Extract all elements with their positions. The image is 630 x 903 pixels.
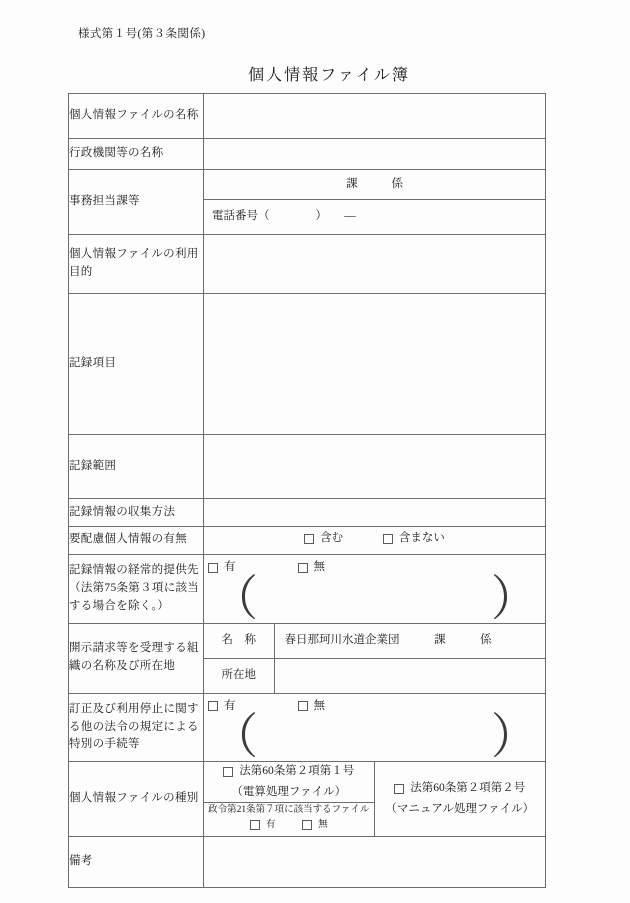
checkbox-ordinance-no[interactable]: [302, 818, 328, 833]
label-disclosure-org: 開示請求等を受理する組織の名称及び所在地: [69, 623, 204, 693]
table-row-record-items: [69, 294, 546, 435]
table-row-routine-provision: [69, 554, 546, 623]
checkbox-file-type-computer[interactable]: [223, 763, 354, 781]
label-remarks: 備考: [69, 837, 204, 888]
file-type-subtable: [204, 762, 545, 836]
form-number: 様式第１号(第３条関係): [78, 28, 206, 40]
checkbox-option-no[interactable]: [298, 559, 326, 577]
option-label-include: 含む: [320, 532, 344, 544]
ordinance-note: 政令第21条第７項に該当するファイル: [208, 805, 370, 816]
value-record-scope[interactable]: [204, 435, 546, 499]
label-file-name: 個人情報ファイルの名称: [69, 94, 204, 139]
file-type-manual-line2: （マニュアル処理ファイル）: [385, 802, 535, 815]
value-org-address[interactable]: [274, 658, 545, 693]
section-subtable: [204, 170, 545, 234]
checkbox-icon[interactable]: [298, 701, 308, 711]
value-file-name[interactable]: [204, 94, 546, 139]
table-row-sensitive-info: [69, 527, 546, 555]
value-org-name[interactable]: 春日那珂川水道企業団 課 係: [274, 624, 545, 659]
special-procedures-note-area[interactable]: [210, 710, 539, 764]
table-row-section: [69, 170, 546, 235]
option-label-yes: 有: [224, 560, 236, 573]
table-row-special-procedures: [69, 693, 546, 762]
value-agency-name[interactable]: [204, 139, 546, 170]
option-label-no: 無: [313, 560, 325, 573]
open-paren: （: [212, 710, 258, 764]
label-special-procedures: 訂正及び利用停止に関する他の法令の規定による特別の手続等: [69, 693, 204, 762]
table-row-agency-name: [69, 139, 546, 170]
table-row-purpose: [69, 235, 546, 294]
checkbox-icon[interactable]: [304, 534, 314, 544]
ordinance-label-no: 無: [318, 820, 328, 831]
label-agency-name: 行政機関等の名称: [69, 139, 204, 170]
section-cell: [204, 170, 546, 235]
checkbox-option-exclude[interactable]: [383, 530, 445, 548]
label-org-name: 名 称: [204, 624, 274, 659]
special-procedures-cell: [204, 693, 546, 762]
file-type-option-computer[interactable]: [204, 762, 374, 803]
unit-label: 係: [391, 177, 403, 190]
close-paren: ）: [491, 571, 537, 625]
checkbox-icon[interactable]: [250, 820, 260, 830]
option-label-yes: 有: [224, 699, 236, 712]
label-purpose: 個人情報ファイルの利用目的: [69, 235, 204, 294]
label-record-items: 記録項目: [69, 294, 204, 435]
ordinance-file-options: [204, 803, 374, 836]
checkbox-icon[interactable]: [223, 767, 233, 777]
personal-information-file-register-table: [68, 93, 546, 888]
disclosure-address-row: [204, 658, 545, 693]
file-type-computer-line1: 法第60条第２項第１号: [239, 765, 355, 778]
option-label-no: 無: [313, 699, 325, 712]
value-record-items[interactable]: [204, 294, 546, 435]
label-org-address: 所在地: [204, 658, 274, 693]
label-file-type: 個人情報ファイルの種別: [69, 762, 204, 837]
table-row-collection-method: [69, 499, 546, 527]
division-label: 課: [346, 177, 358, 190]
table-row-record-scope: [69, 435, 546, 499]
section-division-cell[interactable]: [204, 170, 545, 200]
phone-field[interactable]: 電話番号（ ） ―: [212, 210, 356, 223]
checkbox-file-type-manual[interactable]: [394, 780, 525, 798]
file-type-computer-line2: （電算処理ファイル）: [231, 785, 347, 798]
disclosure-name-row: [204, 624, 545, 659]
value-collection-method[interactable]: [204, 499, 546, 527]
checkbox-option-include[interactable]: [304, 530, 343, 548]
table-row-file-name: [69, 94, 546, 139]
label-sensitive-info: 要配慮個人情報の有無: [69, 527, 204, 555]
label-collection-method: 記録情報の収集方法: [69, 499, 204, 527]
table-row-remarks: [69, 837, 546, 888]
checkbox-icon[interactable]: [302, 820, 312, 830]
file-type-manual-line1: 法第60条第２項第２号: [410, 781, 526, 794]
checkbox-option-no[interactable]: [298, 698, 326, 716]
label-routine-provision: 記録情報の経常的提供先（法第75条第３項に該当する場合を除く。）: [69, 554, 204, 623]
section-division-row: [204, 170, 545, 200]
checkbox-icon[interactable]: [394, 784, 404, 794]
option-label-exclude: 含まない: [398, 532, 445, 544]
routine-provision-note-area[interactable]: [210, 571, 539, 625]
checkbox-ordinance-yes[interactable]: [250, 818, 276, 833]
label-section: 事務担当課等: [69, 170, 204, 235]
routine-provision-cell: [204, 554, 546, 623]
section-phone-row: [204, 200, 545, 235]
table-row-file-type: [69, 762, 546, 837]
file-type-cell: [204, 762, 546, 837]
open-paren: （: [212, 571, 258, 625]
ordinance-label-yes: 有: [265, 820, 276, 831]
label-record-scope: 記録範囲: [69, 435, 204, 499]
file-type-main-row: [204, 762, 545, 803]
table-row-disclosure-org: [69, 623, 546, 693]
value-remarks[interactable]: [204, 837, 546, 888]
page-title: 個人情報ファイル簿: [248, 67, 410, 84]
checkbox-icon[interactable]: [383, 534, 393, 544]
disclosure-org-subtable: [204, 624, 545, 693]
sensitive-info-options: [204, 527, 546, 555]
checkbox-icon[interactable]: [298, 563, 308, 573]
disclosure-org-cell: [204, 623, 546, 693]
value-purpose[interactable]: [204, 235, 546, 294]
close-paren: ）: [491, 710, 537, 764]
file-type-option-manual[interactable]: [374, 762, 545, 836]
